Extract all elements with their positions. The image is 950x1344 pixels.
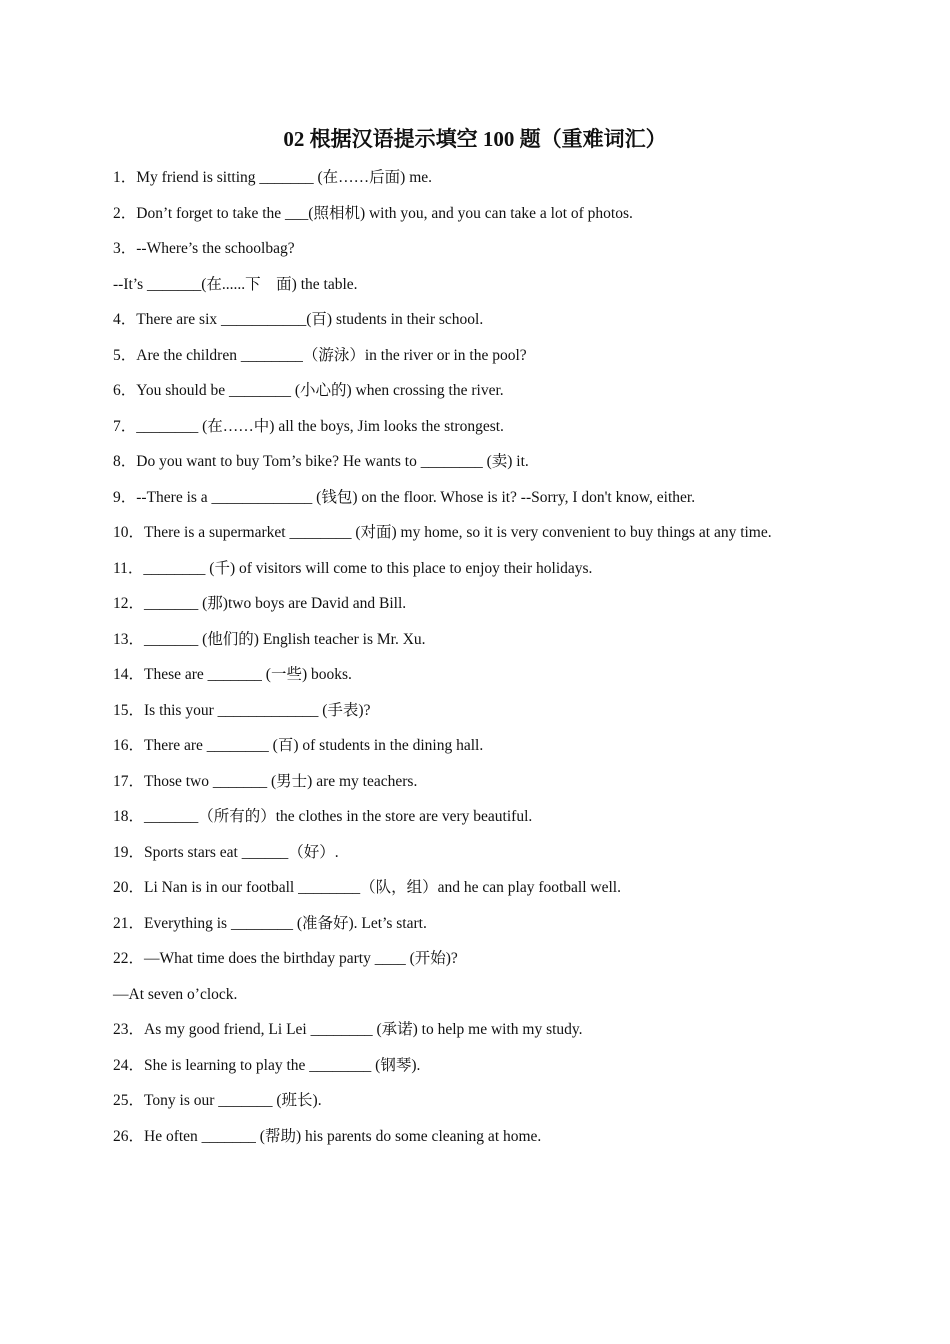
question-line: 7．________ (在……中) all the boys, Jim looks the strongest.: [113, 417, 504, 435]
question-line: 5．Are the children ________（游泳）in the river or in the pool?: [113, 346, 527, 364]
question-line: 23．As my good friend, Li Lei ________ (承诺) to help me with my study.: [113, 1021, 583, 1038]
question-line: 9．--There is a _____________ (钱包) on the floor. Whose is it? --Sorry, I don't know, either.: [113, 488, 696, 506]
question-line: 24．She is learning to play the ________ (钢琴).: [113, 1056, 421, 1074]
question-line: 12．_______ (那)two boys are David and Bill.: [113, 595, 407, 612]
question-line: 10．There is a supermarket ________ (对面) my home, so it is very convenient to buy things at any time.: [113, 524, 772, 541]
question-line: 15．Is this your _____________ (手表)?: [113, 701, 371, 719]
document-title: 02 根据汉语提示填空 100 题（重难词汇）: [283, 127, 667, 151]
question-line: 11．________ (千) of visitors will come to this place to enjoy their holidays.: [113, 559, 593, 577]
question-line: 20．Li Nan is in our football ________（队，组）and he can play football well.: [113, 879, 621, 896]
question-line: 3．--Where’s the schoolbag?: [113, 240, 295, 257]
question-line: 6．You should be ________ (小心的) when crossing the river.: [113, 382, 504, 399]
question-line: 21．Everything is ________ (准备好). Let’s start.: [113, 914, 427, 932]
question-line: 8．Do you want to buy Tom’s bike? He wants to ________ (卖) it.: [113, 453, 529, 470]
question-line: 26．He often _______ (帮助) his parents do some cleaning at home.: [113, 1127, 542, 1145]
answer-line: --It’s _______(在......下 面) the table.: [113, 275, 358, 293]
question-line: 25．Tony is our _______ (班长).: [113, 1092, 322, 1109]
answer-line: —At seven o’clock.: [113, 985, 238, 1003]
question-line: 13．_______ (他们的) English teacher is Mr. Xu.: [113, 630, 426, 648]
question-list: [113, 166, 913, 1160]
question-line: 22．—What time does the birthday party ____ (开始)?: [113, 950, 458, 967]
question-line: 18．_______（所有的）the clothes in the store are very beautiful.: [113, 808, 533, 825]
question-line: 14．These are _______ (一些) books.: [113, 666, 352, 683]
question-line: 16．There are ________ (百) of students in the dining hall.: [113, 737, 484, 754]
question-line: 17．Those two _______ (男士) are my teachers.: [113, 772, 418, 790]
question-line: 4．There are six ___________(百) students in their school.: [113, 311, 484, 328]
question-line: 1．My friend is sitting _______ (在……后面) me.: [113, 169, 433, 186]
question-line: 2．Don’t forget to take the ___(照相机) with you, and you can take a lot of photos.: [113, 204, 633, 222]
question-line: 19．Sports stars eat ______（好）.: [113, 843, 339, 861]
